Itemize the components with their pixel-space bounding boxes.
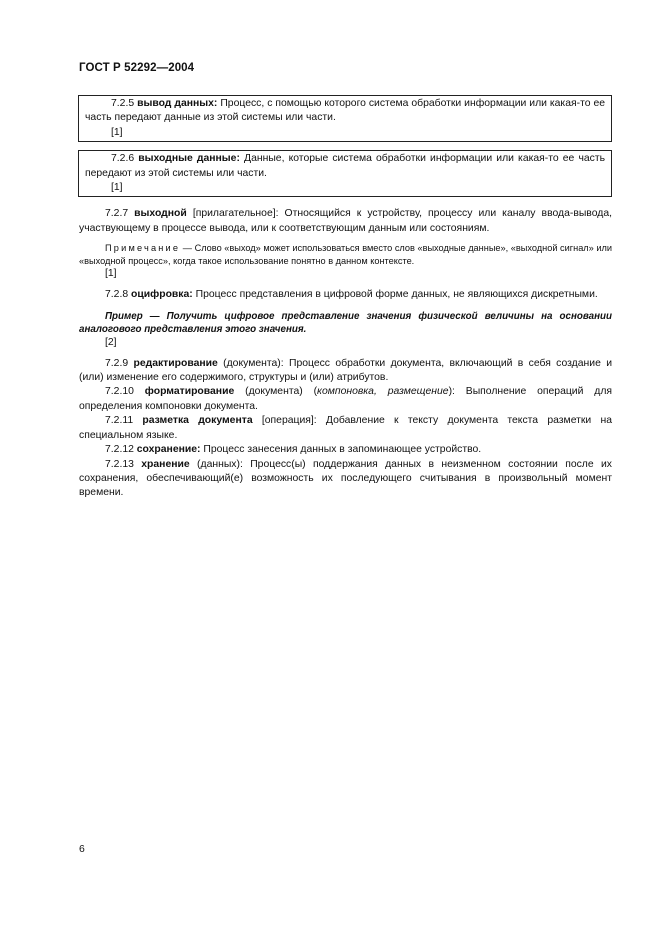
term-definition: Процесс, с помощью которого система обработки информации или какая-то ее часть передают данные из этой системы или части. [85,98,606,124]
term-name: хранение [141,458,190,470]
term-box-7-2-5 [78,95,612,142]
term-definition: Процесс представления в цифровой форме данных, не являющихся дискретными. [195,288,598,300]
note-text: — Слово «выход» может использоваться вместо слов «выходные данные», «выходной сигнал» или «выходной процесс», когда такое использование понятно в данном контексте. [79,243,613,266]
term-definition: [операция]: Добавление к тексту документа текста разметки на специальном языке. [79,415,613,441]
term-synonyms: компоновка, размещение [317,386,449,398]
term-number: 7.2.11 [105,415,134,427]
term-name: разметка документа [142,415,253,427]
term-box-7-2-6 [78,150,612,197]
term-name: редактирование [133,357,218,369]
document-code-header: ГОСТ Р 52292—2004 [79,62,195,74]
term-definition: [прилагательное]: Относящийся к устройству, процессу или каналу ввода-вывода, участвующему в процессе вывода, или к соответствующим данным или состояниям. [79,208,612,234]
note-label: Примечание [105,243,181,254]
term-number: 7.2.6 [111,153,135,165]
term-entry-7-2-10 [79,385,612,414]
term-name: выходные данные: [138,153,240,165]
term-entry-7-2-13 [79,458,612,501]
term-entry [85,152,605,181]
source-reference: [1] [111,126,123,138]
term-number: 7.2.8 [105,288,129,300]
example-block: Пример — Получить цифровое представление значения физической величины на основании аналогового представления этого значения. [79,311,612,336]
term-number: 7.2.9 [105,357,129,369]
term-definition: (документа): Процесс обработки документа, включающий в себя создание и (или) изменение его содержимого, структуры и (или) атрибутов. [79,357,612,384]
term-definition: Данные, которые система обработки информации или какая-то ее часть передают из этой системы или части. [85,153,606,179]
term-name: вывод данных: [137,98,218,109]
term-definition: ): Выполнение операций для определения компоновки документа. [79,386,613,412]
term-definition: (данных): Процесс(ы) поддержания данных в неизменном состоянии после их сохранения, обеспечивающий(е) возможность их последующего считывания в произвольный момент времени. [79,458,612,499]
term-name: форматирование [144,386,235,398]
term-name: оцифровка: [131,288,193,300]
term-entry [85,97,605,126]
term-entry-7-2-7 [79,207,612,236]
source-reference: [1] [111,182,123,194]
term-name: сохранение: [136,444,201,456]
term-number: 7.2.13 [105,458,134,470]
term-entry-7-2-11 [79,414,612,443]
term-number: 7.2.10 [105,386,134,398]
term-number: 7.2.5 [111,98,135,109]
term-definition: Процесс занесения данных в запоминающее устройство. [203,444,482,456]
page-content [79,95,612,501]
term-name: выходной [134,208,187,220]
term-number: 7.2.7 [105,208,129,220]
term-number: 7.2.12 [105,444,134,456]
term-entry-7-2-8 [79,288,612,302]
term-qualifier: (документа) ( [245,386,318,398]
term-entry-7-2-9 [79,357,612,386]
source-reference: [2] [105,337,117,349]
page-number: 6 [79,844,85,855]
term-entry-7-2-12 [79,443,612,457]
source-reference: [1] [105,268,117,280]
note-block [79,242,612,267]
